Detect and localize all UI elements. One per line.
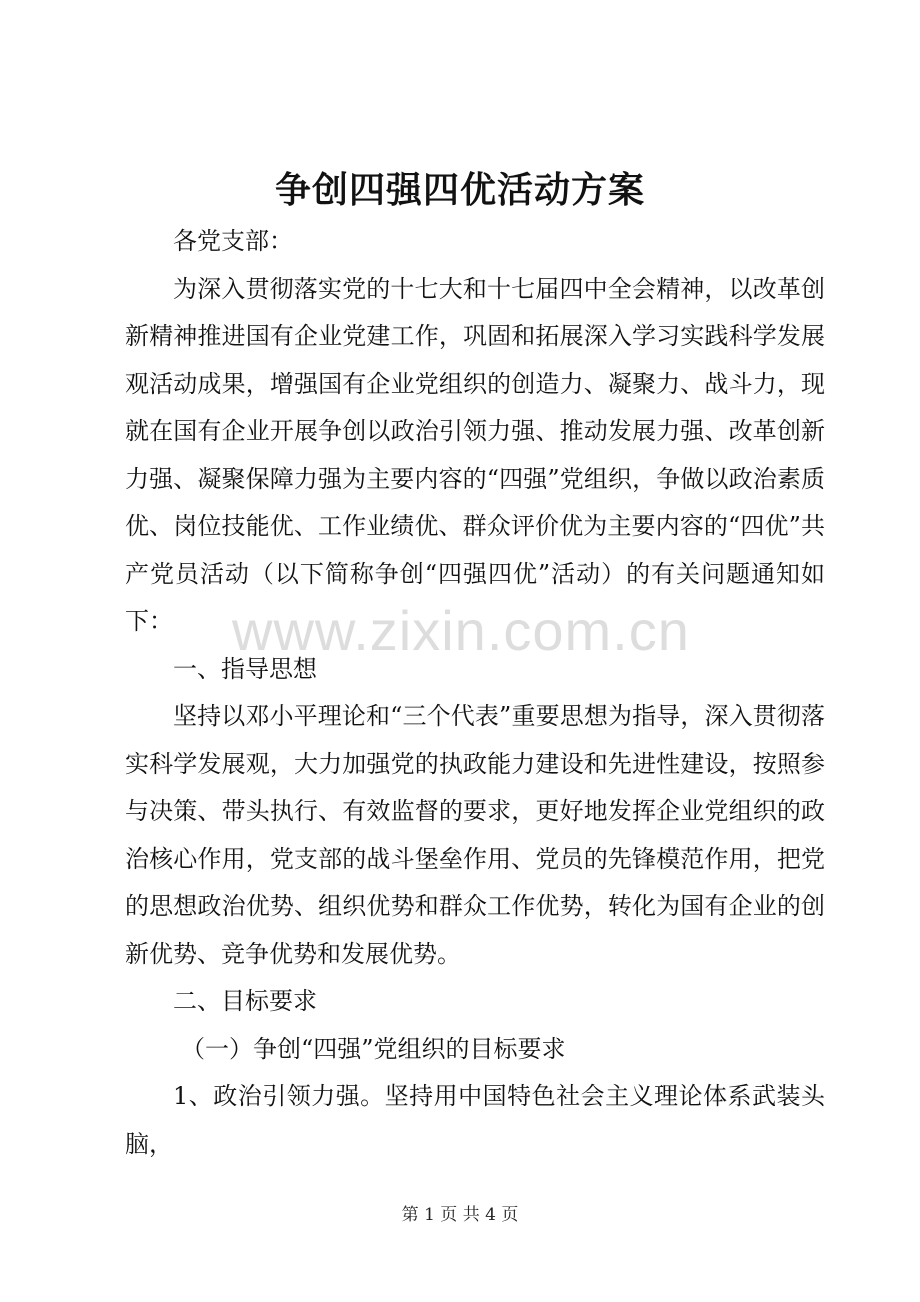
document-body (125, 218, 825, 1168)
section-heading-guiding-ideology: 一、指导思想 (173, 654, 317, 683)
subsection-heading-four-strong: （一）争创“四强”党组织的目标要求 (181, 1034, 566, 1063)
salutation: 各党支部： (173, 227, 293, 255)
document-title: 争创四强四优活动方案 (274, 169, 645, 211)
paragraph-item-1: 1、政治引领力强。坚持用中国特色社会主义理论体系武装头脑， (125, 1082, 825, 1158)
paragraph-guiding-ideology: 坚持以邓小平理论和“三个代表”重要思想为指导，深入贯彻落实科学发展观，大力加强党的执政能力建设和先进性建设，按照参与决策、带头执行、有效监督的要求，更好地发挥企业党组织的政治核心作用，党支部的战斗堡垒作用、党员的先锋模范作用，把党的思想政治优势、组织优势和群众工作优势，转化为国有企业的创新优势、竞争优势和发展优势。 (125, 702, 825, 968)
watermark: www.zixin.com.cn (232, 599, 690, 662)
page-footer: 第 1 页 共 4 页 (401, 1205, 519, 1225)
section-heading-goals: 二、目标要求 (173, 987, 317, 1015)
paragraph-intro: 为深入贯彻落实党的十七大和十七届四中全会精神，以改革创新精神推进国有企业党建工作，巩固和拓展深入学习实践科学发展观活动成果，增强国有企业党组织的创造力、凝聚力、战斗力，现就在国有企业开展争创以政治引领力强、推动发展力强、改革创新力强、凝聚保障力强为主要内容的“四强”党组织，争做以政治素质优、岗位技能优、工作业绩优、群众评价优为主要内容的“四优”共产党员活动（以下简称争创“四强四优”活动）的有关问题通知如下： (125, 274, 825, 635)
